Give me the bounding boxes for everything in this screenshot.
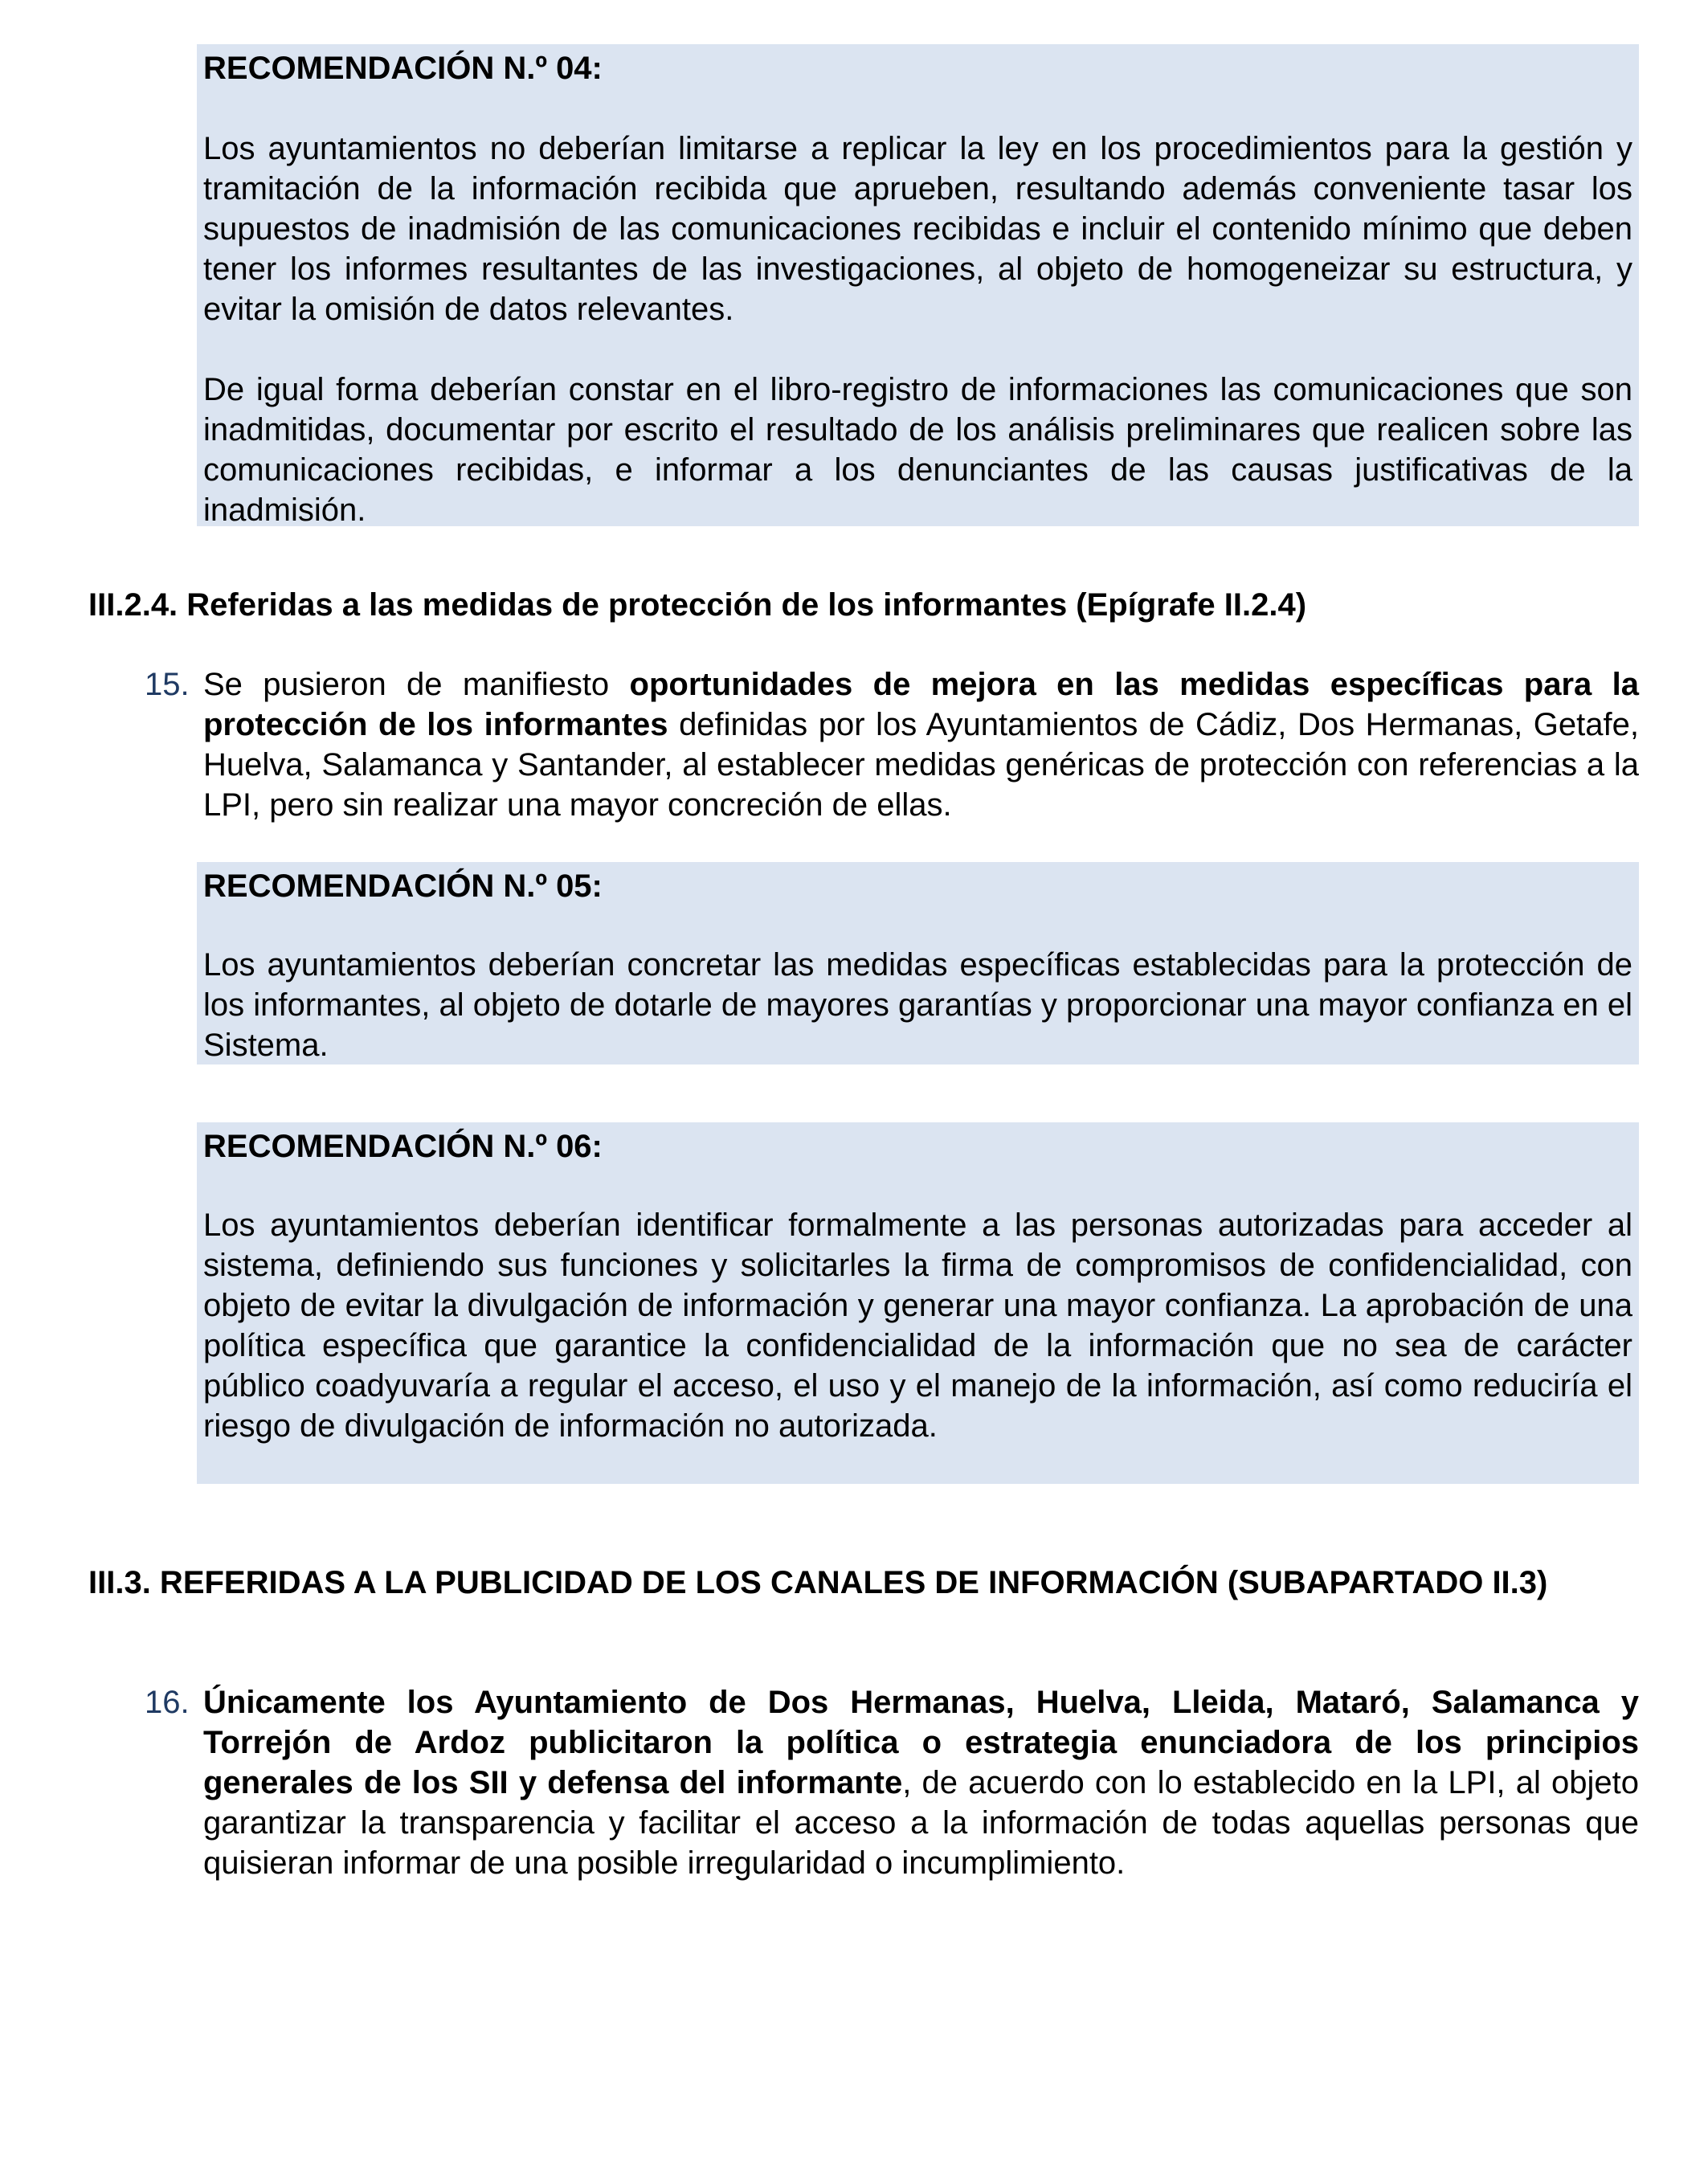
section-heading-iii-3: III.3. REFERIDAS A LA PUBLICIDAD DE LOS CANALES DE INFORMACIÓN (SUBAPARTADO II.3) — [88, 1565, 1548, 1600]
recommendation-04-box — [197, 44, 1639, 526]
recommendation-05-title: RECOMENDACIÓN N.º 05: — [203, 868, 603, 904]
recommendation-04-paragraph-2: De igual forma deberían constar en el libro-registro de informaciones las comunicaciones que son inadmitidas, documentar por escrito el resultado de los análisis preliminares que realicen sobre las comunicaciones recibidas, e informar a los denunciantes de las causas justificativas de la inadmisión. — [203, 372, 1632, 528]
item-15-lead: Se pusieron de manifiesto — [203, 667, 630, 702]
recommendation-05-paragraph-1: Los ayuntamientos deberían concretar las medidas específicas establecidas para la protección de los informantes, al objeto de dotarle de mayores garantías y proporcionar una mayor confianza en el Sistema. — [203, 947, 1632, 1063]
recommendation-04-paragraph-1: Los ayuntamientos no deberían limitarse a replicar la ley en los procedimientos para la gestión y tramitación de la información recibida que aprueben, resultando además conveniente tasar los supuestos de inadmisión de las comunicaciones recibidas e incluir el contenido mínimo que deben tener los informes resultantes de las investigaciones, al objeto de homogeneizar su estructura, y evitar la omisión de datos relevantes. — [203, 131, 1632, 327]
list-item-text — [203, 664, 1639, 825]
list-item-15 — [145, 664, 1639, 825]
item-16-rest: , de acuerdo con lo establecido en la LPI, al objeto garantizar la transparencia y facilitar el acceso a la información de todas aquellas personas que quisieran informar de una posible irregularidad o incumplimiento. — [203, 1765, 1640, 1881]
recommendation-05-box — [197, 862, 1639, 1064]
list-item-number: 15. — [145, 667, 190, 702]
item-16-bold-phrase: Únicamente los Ayuntamiento de Dos Hermanas, Huelva, Lleida, Mataró, Salamanca y Torrejón de Ardoz publicitaron la política o estrategia enunciadora de los principios generales de los SII y defensa del informante — [203, 1685, 1639, 1800]
list-item-number: 16. — [145, 1685, 190, 1720]
item-15-rest: definidas por los Ayuntamientos de Cádiz, Dos Hermanas, Getafe, Huelva, Salamanca y Santander, al establecer medidas genéricas de protección con referencias a la LPI, pero sin realizar una mayor concreción de ellas. — [203, 707, 1639, 823]
recommendation-06-title: RECOMENDACIÓN N.º 06: — [203, 1129, 603, 1164]
section-heading-iii-2-4: III.2.4. Referidas a las medidas de protección de los informantes (Epígrafe II.2.4) — [88, 587, 1307, 623]
list-item-text — [203, 1682, 1639, 1883]
list-item-16 — [145, 1682, 1639, 1883]
recommendation-06-paragraph-1: Los ayuntamientos deberían identificar formalmente a las personas autorizadas para acceder al sistema, definiendo sus funciones y solicitarles la firma de compromisos de confidencialidad, con objeto de evitar la divulgación de información y generar una mayor confianza. La aprobación de una política específica que garantice la confidencialidad de la información que no sea de carácter público coadyuvaría a regular el acceso, el uso y el manejo de la información, así como reduciría el riesgo de divulgación de información no autorizada. — [203, 1208, 1632, 1444]
item-15-bold-phrase: oportunidades de mejora en las medidas específicas para la protección de los informantes — [203, 667, 1639, 742]
recommendation-04-title: RECOMENDACIÓN N.º 04: — [203, 51, 603, 86]
recommendation-06-box — [197, 1122, 1639, 1484]
